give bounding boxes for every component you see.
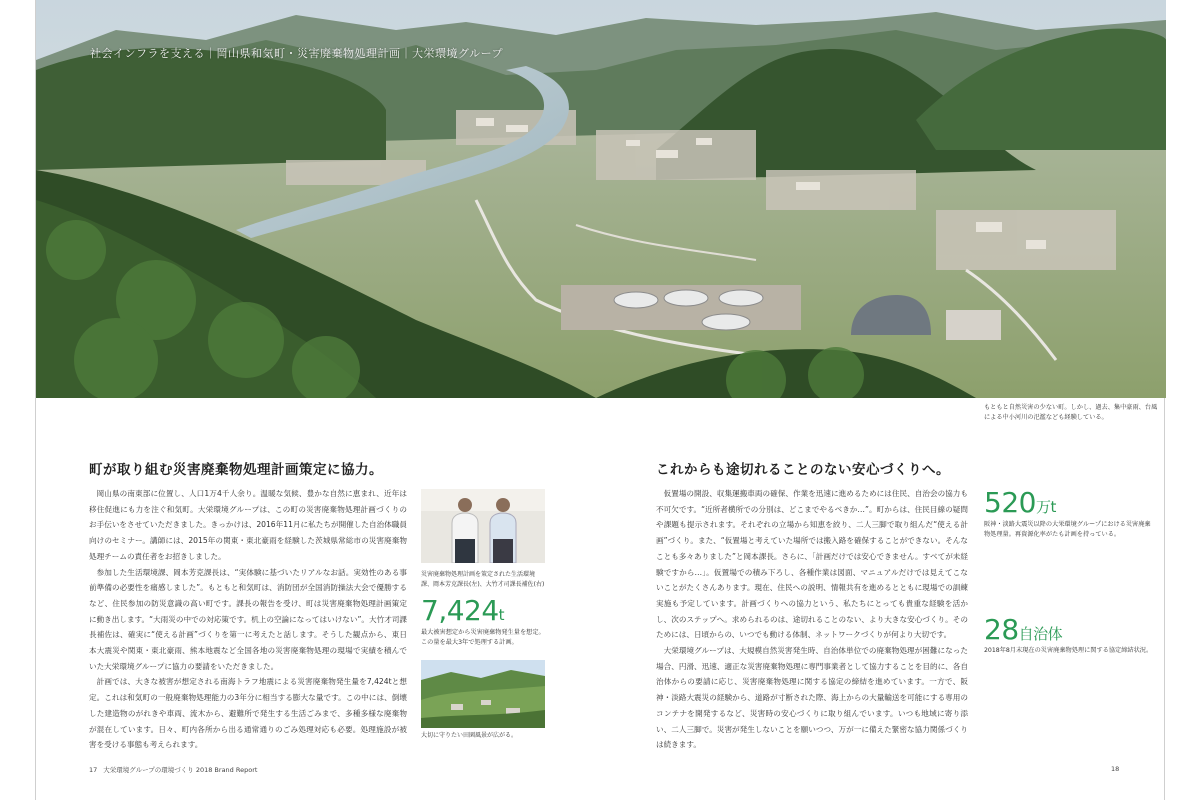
hero-photo-caption: もともと自然災害の少ない町。しかし、過去、集中豪雨、台風による中小河川の氾濫なども経験している。 (984, 404, 1158, 421)
stat-7424-note: 最大被害想定から災害廃棄物発生量を想定。この量を最大3年で処理する計画。 (421, 629, 545, 646)
left-body-text (89, 486, 407, 753)
right-paragraph-2: 大栄環境グループは、大規模自然災害発生時、自治体単位での廃棄物処理が困難になった場合、円滑、迅速、適正な災害廃棄物処理に専門事業者として協力することを目的に、各自治体からの要請に応じ、災害廃棄物処理に関する協定の締結を進めています。一方で、阪神・淡路大震災の経験から、道路が寸断された際、海上からの大量輸送を可能にする専用のコンテナを開発するなど、災害時の安心づくりに取り組んでいます。いつも地域に寄り添い、二人三脚で。災害が発生しないことを願いつつ、万が一に備えた緊密な協力関係づくりは続きます。 (656, 646, 968, 750)
hero-landscape-photo (36, 0, 1166, 398)
staff-photo (421, 489, 545, 563)
village-photo (421, 660, 545, 728)
staff-photo-caption: 災害廃棄物処理計画を策定された生活環境課、岡本芳克課長(左)、大竹才司課長補佐(右) (421, 571, 545, 588)
left-section-title: 町が取り組む災害廃棄物処理計画策定に協力。 (89, 462, 383, 478)
village-photo-caption: 大切に守りたい田園風景が広がる。 (421, 732, 518, 739)
stat-28-note: 2018年8月末現在の災害廃棄物処理に関する協定締結状況。 (984, 647, 1153, 654)
right-paragraph-1: 仮置場の開設、収集運搬車両の確保、作業を迅速に進めるためには住民、自治会の協力も不可欠です。“近所者横所での分別は、どこまでやるべきか…”。町からは、住民目線の疑問や課題も提示されます。それぞれの立場から知恵を絞り、二人三脚で取り組んだ“使える計画”づくり。また、“仮置場と考えていた場所では搬入路を確保することができない。そんなことも多々ありました”と岡本課長。さらに、「計画だけでは安心できません。すべてが未経験ですから…」。仮置場での積み下ろし、各種作業は図面、マニュアルだけでは見えてこないことがたくさんあります。現在、住民への説明、情報共有を進めるとともに現場での訓練実施も予定しています。計画づくりへの協力という、私たちにとっても貴重な経験を活かし、次のステップへ。求められるのは、途切れることのない、より大きな安心づくり。そのためには、日頃からの、いつでも動ける体制、ネットワークづくりが何より大切です。 (656, 489, 968, 640)
right-section-title: これからも途切れることのない安心づくりへ。 (656, 462, 950, 478)
article-header-line: 社会インフラを支える｜岡山県和気町・災害廃棄物処理計画｜大栄環境グループ (90, 47, 504, 60)
stat-520-number: 520 (984, 486, 1036, 519)
stat-7424-number: 7,424 (421, 594, 499, 627)
stat-7424-unit: t (498, 606, 505, 624)
stat-520-unit: 万t (1035, 498, 1056, 516)
stat-28-number: 28 (984, 613, 1019, 646)
stat-debris-volume (421, 594, 504, 627)
left-paragraph-2: 参加した生活環境課、岡本芳克課長は、“実体験に基づいたリアルなお話。実効性のある事前準備の必要性を痛感しました”。もともと和気町は、消防団が全国消防操法大会で優勝するなど、住民参加の防災意識の高い町です。課長の報告を受け、町は災害廃棄物処理計画策定に動き出します。“大雨災の中での対応策です。机上の空論になってはいけない”。大竹才司課長補佐は、確実に“使える計画”づくりを第一に考えたと話します。そうした観点から、東日本大震災や関東・東北豪雨、熊本地震など全国各地の災害廃棄物処理の現場で実績を積んでいた大栄環境グループに協力の要請をいただきました。 (89, 567, 407, 671)
right-body-text (656, 486, 968, 753)
footer-publication-title: 大栄環境グループの環境づくり 2018 Brand Report (103, 766, 258, 774)
page-number-right: 18 (1111, 765, 1120, 773)
stat-processed-volume (984, 486, 1056, 519)
left-paragraph-3: 計画では、大きな被害が想定される南海トラフ地震による災害廃棄物発生量を7,424tと想定。これは和気町の一般廃棄物処理能力の3年分に相当する膨大な量です。この中には、倒壊した建造物のがれきや車両、流木から、避難所で発生する生活ごみまで、多種多様な廃棄物が混在しています。日々、町内各所から出る通常通りのごみ処理対応も必要。処理施設が被害を受ける事態も考えられます。 (89, 677, 407, 750)
footer-left (89, 765, 257, 774)
page-number-left: 17 (89, 766, 98, 774)
left-paragraph-1: 岡山県の南東部に位置し、人口1万4千人余り。温暖な気候、豊かな自然に恵まれ、近年は移住促進にも力を注ぐ和気町。大栄環境グループは、この町の災害廃棄物処理計画づくりのお手伝いをさせていただきました。きっかけは、2016年11月に私たちが開催した自治体職員向けのセミナー。講師には、2015年の関東・東北豪雨を経験した茨城県常総市の災害廃棄物処理チームの責任者をお招きしました。 (89, 489, 407, 561)
stat-municipalities (984, 613, 1062, 646)
stat-28-unit: 自治体 (1018, 625, 1063, 643)
stat-520-note: 阪神・淡路大震災以降の大栄環境グループにおける災害廃棄物処理量。再資源化率がたも計画を持っている。 (984, 521, 1151, 538)
magazine-spread (35, 0, 1165, 800)
